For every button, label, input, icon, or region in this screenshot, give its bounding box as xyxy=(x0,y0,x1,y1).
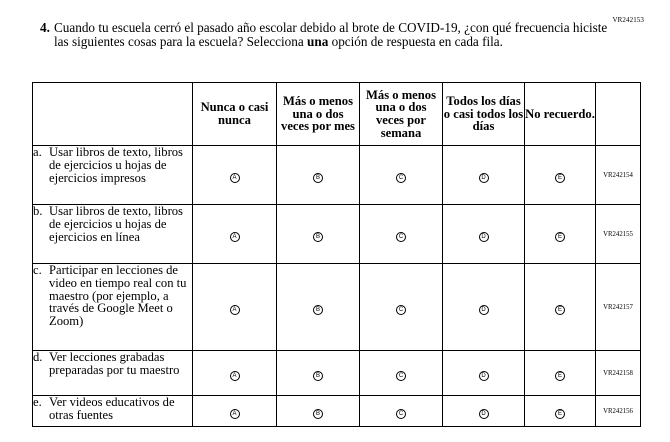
radio-bubble[interactable]: A xyxy=(230,305,240,315)
radio-bubble[interactable]: D xyxy=(479,409,489,419)
radio-bubble[interactable]: A xyxy=(230,232,240,242)
table-row xyxy=(33,205,641,264)
bubble-cell xyxy=(443,205,525,264)
bubble-cell xyxy=(443,146,525,205)
bubble-cell xyxy=(360,205,443,264)
radio-bubble[interactable]: C xyxy=(396,371,406,381)
bubble-cell xyxy=(360,396,443,427)
bubble-cell xyxy=(443,264,525,351)
column-header-weekly: Más o menos una o dos veces por semana xyxy=(360,83,443,146)
question-emphasis: una xyxy=(307,33,329,49)
radio-bubble[interactable]: A xyxy=(230,371,240,381)
radio-bubble[interactable]: E xyxy=(555,409,565,419)
header-blank-code xyxy=(596,83,641,146)
bubble-cell xyxy=(193,205,277,264)
row-letter: d. xyxy=(33,350,43,364)
radio-bubble[interactable]: B xyxy=(313,232,323,242)
radio-bubble[interactable]: B xyxy=(313,173,323,183)
bubble-cell xyxy=(443,396,525,427)
row-letter: b. xyxy=(33,204,43,218)
row-label xyxy=(33,205,193,264)
radio-bubble[interactable]: D xyxy=(479,173,489,183)
radio-bubble[interactable]: E xyxy=(555,232,565,242)
radio-bubble[interactable]: B xyxy=(313,371,323,381)
header-blank-item xyxy=(33,83,193,146)
bubble-cell xyxy=(193,396,277,427)
row-letter: c. xyxy=(33,263,42,277)
row-code: VR242156 xyxy=(596,396,641,427)
bubble-cell xyxy=(525,351,596,396)
table-row xyxy=(33,351,641,396)
response-grid xyxy=(32,82,641,427)
radio-bubble[interactable]: E xyxy=(555,305,565,315)
bubble-cell xyxy=(525,396,596,427)
radio-bubble[interactable]: C xyxy=(396,305,406,315)
row-code: VR242154 xyxy=(596,146,641,205)
radio-bubble[interactable]: E xyxy=(555,173,565,183)
radio-bubble[interactable]: C xyxy=(396,173,406,183)
row-letter: a. xyxy=(33,145,42,159)
row-label xyxy=(33,396,193,427)
radio-bubble[interactable]: A xyxy=(230,173,240,183)
column-header-never: Nunca o casi nunca xyxy=(193,83,277,146)
question-number: 4. xyxy=(40,20,50,35)
row-code: VR242155 xyxy=(596,205,641,264)
radio-bubble[interactable]: B xyxy=(313,409,323,419)
bubble-cell xyxy=(277,351,360,396)
bubble-cell xyxy=(360,264,443,351)
bubble-cell xyxy=(193,146,277,205)
question-prompt xyxy=(40,20,614,49)
row-text: Usar libros de texto, libros de ejercicios u hojas de ejercicios en línea xyxy=(49,204,183,244)
column-header-dont-remember: No recuerdo. xyxy=(525,83,596,146)
radio-bubble[interactable]: D xyxy=(479,371,489,381)
bubble-cell xyxy=(360,351,443,396)
row-text: Ver lecciones grabadas preparadas por tu maestro xyxy=(49,350,180,377)
row-code: VR242158 xyxy=(596,351,641,396)
bubble-cell xyxy=(193,264,277,351)
bubble-cell xyxy=(277,146,360,205)
column-header-monthly: Más o menos una o dos veces por mes xyxy=(277,83,360,146)
question-text-before: Cuando tu escuela cerró el pasado año escolar debido al brote de COVID-19, ¿con qué frecuencia hiciste las siguientes cosas para la escuela? Selecciona xyxy=(54,20,608,49)
header-row xyxy=(33,83,641,146)
table-row xyxy=(33,396,641,427)
bubble-cell xyxy=(525,264,596,351)
question-code: VR242153 xyxy=(612,16,644,24)
bubble-cell xyxy=(277,205,360,264)
bubble-cell xyxy=(525,146,596,205)
row-label xyxy=(33,351,193,396)
row-letter: e. xyxy=(33,395,42,409)
row-label xyxy=(33,264,193,351)
row-code: VR242157 xyxy=(596,264,641,351)
bubble-cell xyxy=(443,351,525,396)
row-text: Usar libros de texto, libros de ejercicios u hojas de ejercicios impresos xyxy=(49,145,183,185)
bubble-cell xyxy=(360,146,443,205)
row-text: Participar en lecciones de video en tiempo real con tu maestro (por ejemplo, a través de Google Meet o Zoom) xyxy=(49,263,187,329)
radio-bubble[interactable]: C xyxy=(396,409,406,419)
table-row xyxy=(33,146,641,205)
row-label xyxy=(33,146,193,205)
radio-bubble[interactable]: A xyxy=(230,409,240,419)
bubble-cell xyxy=(193,351,277,396)
question-text-after: opción de respuesta en cada fila. xyxy=(328,33,503,49)
radio-bubble[interactable]: E xyxy=(555,371,565,381)
bubble-cell xyxy=(277,264,360,351)
column-header-daily: Todos los días o casi todos los días xyxy=(443,83,525,146)
radio-bubble[interactable]: C xyxy=(396,232,406,242)
bubble-cell xyxy=(525,205,596,264)
radio-bubble[interactable]: D xyxy=(479,232,489,242)
table-row xyxy=(33,264,641,351)
row-text: Ver videos educativos de otras fuentes xyxy=(49,395,175,422)
bubble-cell xyxy=(277,396,360,427)
radio-bubble[interactable]: D xyxy=(479,305,489,315)
radio-bubble[interactable]: B xyxy=(313,305,323,315)
